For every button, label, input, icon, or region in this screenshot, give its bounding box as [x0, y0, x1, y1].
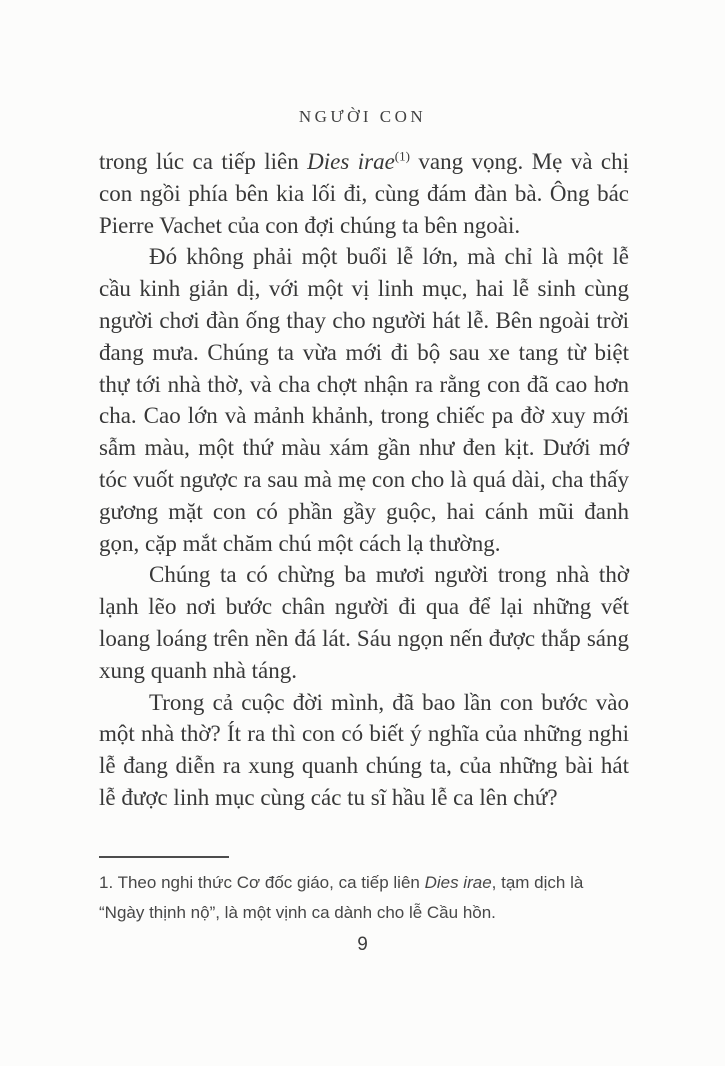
footnote-text-before: 1. Theo nghi thức Cơ đốc giáo, ca tiếp liên	[99, 873, 425, 892]
italic-term-dies-irae: Dies irae	[307, 149, 395, 174]
page-number: 9	[357, 934, 368, 955]
body-text	[99, 146, 629, 814]
footnote-text-after: , tạm dịch là “Ngày thịnh nộ”, là một vịnh ca dành cho lễ Cầu hồn.	[99, 873, 584, 922]
footnote-1	[99, 868, 629, 927]
paragraph-2: Đó không phải một buổi lễ lớn, mà chỉ là một lễ cầu kinh giản dị, với một vị linh mục, hai lễ sinh cùng người chơi đàn ống thay cho người hát lễ. Bên ngoài trời đang mưa. Chúng ta vừa mới đi bộ sau xe tang từ biệt thự tới nhà thờ, và cha chợt nhận ra rằng con đã cao hơn cha. Cao lớn và mảnh khảnh, trong chiếc pa đờ xuy mới sẫm màu, một thứ màu xám gần như đen kịt. Dưới mớ tóc vuốt ngược ra sau mà mẹ con cho là quá dài, cha thấy gương mặt con có phần gầy guộc, hai cánh mũi đanh gọn, cặp mắt chăm chú một cách lạ thường.	[99, 244, 629, 556]
paragraph-1	[99, 146, 629, 241]
paragraph-1-text-after: vang vọng. Mẹ và chị con ngồi phía bên kia lối đi, cùng đám đàn bà. Ông bác Pierre Vachet của con đợi chúng ta bên ngoài.	[99, 149, 629, 238]
footnote-area	[99, 856, 629, 927]
running-head: NGƯỜI CON	[298, 107, 427, 126]
paragraph-4: Trong cả cuộc đời mình, đã bao lần con bước vào một nhà thờ? Ít ra thì con có biết ý nghĩa của những nghi lễ đang diễn ra xung quanh chúng ta, của những bài hát lễ được linh mục cùng các tu sĩ hầu lễ ca lên chứ?	[99, 689, 629, 810]
footnote-italic-term: Dies irae	[424, 873, 492, 892]
paragraph-3: Chúng ta có chừng ba mươi người trong nhà thờ lạnh lẽo nơi bước chân người đi qua để lại những vết loang loáng trên nền đá lát. Sáu ngọn nến được thắp sáng xung quanh nhà táng.	[99, 562, 629, 683]
footnote-separator-rule	[99, 856, 229, 858]
footnote-marker: (1)	[394, 148, 410, 164]
paragraph-1-text-before: trong lúc ca tiếp liên	[99, 149, 308, 174]
